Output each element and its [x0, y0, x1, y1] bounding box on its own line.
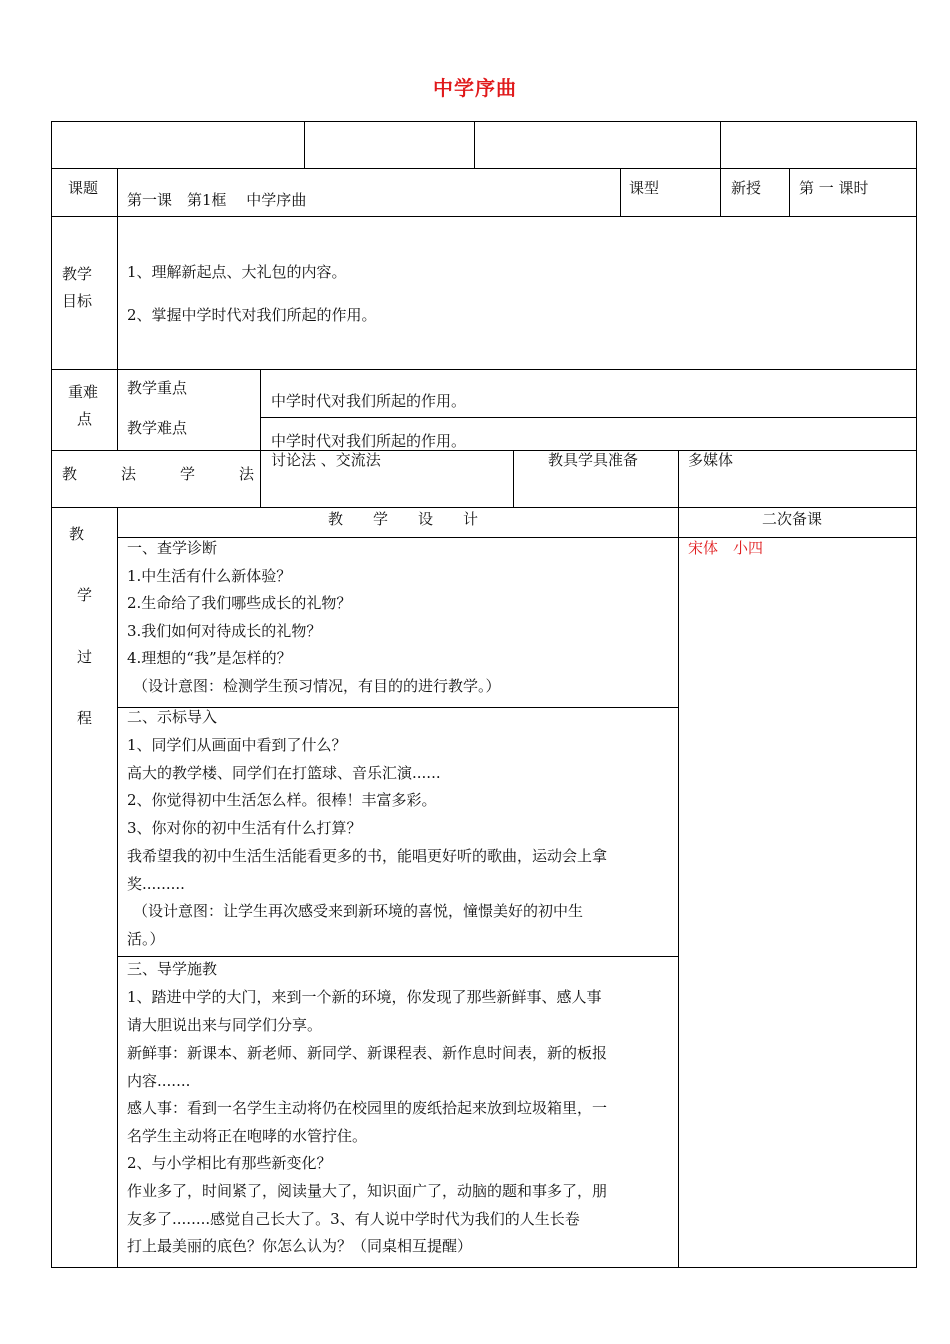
col-divider — [620, 168, 621, 216]
key-points-label-line2: 点 — [77, 410, 93, 428]
col-divider — [474, 121, 475, 168]
lesson-type-label: 课型 — [629, 179, 660, 197]
table-border-bottom — [51, 1267, 917, 1268]
backup-header: 二次备课 — [762, 510, 823, 528]
process-side-char: 教 — [69, 525, 85, 543]
section-line: 1、踏进中学的大门，来到一个新的环境，你发现了那些新鲜事、感人事 — [127, 988, 602, 1006]
section-line: 感人事：看到一名学生主动将仍在校园里的废纸拾起来放到垃圾箱里，一 — [127, 1099, 608, 1117]
table-border-top — [51, 121, 917, 122]
section-line: 1、同学们从画面中看到了什么？ — [127, 736, 347, 754]
focus-label: 教学重点 — [127, 379, 188, 397]
section-line: 名学生主动将正在咆哮的水管拧住。 — [127, 1127, 368, 1145]
process-side-char: 过 — [77, 648, 93, 666]
document-title: 中学序曲 — [433, 76, 517, 100]
objective-item: 1、理解新起点、大礼包的内容。 — [127, 263, 347, 281]
section-line: 4.理想的“我”是怎样的？ — [127, 649, 292, 667]
section-line: 2.生命给了我们哪些成长的礼物？ — [127, 594, 352, 612]
objectives-label-line1: 教学 — [62, 265, 93, 283]
row-divider — [51, 168, 917, 169]
section-title: 二、示标导入 — [127, 708, 218, 726]
methods-label — [62, 464, 254, 484]
col-divider — [720, 121, 721, 216]
col-divider — [117, 168, 118, 369]
section-line: 内容....... — [127, 1072, 191, 1090]
table-border-right — [916, 121, 917, 1268]
row-divider — [260, 417, 917, 418]
row-divider — [51, 216, 917, 217]
design-header: 教 学 设 计 — [328, 510, 479, 528]
section-line: 高大的教学楼、同学们在打篮球、音乐汇演...... — [127, 764, 441, 782]
objectives-label-line2: 目标 — [62, 292, 93, 310]
objective-item: 2、掌握中学时代对我们所起的作用。 — [127, 306, 377, 324]
col-divider — [789, 168, 790, 216]
tools-value: 多媒体 — [688, 451, 734, 469]
row-divider — [51, 369, 917, 370]
row-divider — [117, 537, 917, 538]
section-line: 请大胆说出来与同学们分享。 — [127, 1016, 323, 1034]
section-line: 奖......... — [127, 875, 185, 893]
section-line: 2、你觉得初中生活怎么样。很棒！丰富多彩。 — [127, 791, 437, 809]
col-divider — [678, 507, 679, 1267]
row-divider — [51, 450, 917, 451]
tools-label: 教具学具准备 — [548, 451, 639, 469]
process-side-char: 程 — [77, 709, 93, 727]
col-divider — [304, 121, 305, 168]
difficulty-value: 中学时代对我们所起的作用。 — [271, 432, 467, 450]
section-line: 2、与小学相比有那些新变化？ — [127, 1154, 332, 1172]
col-divider — [678, 450, 679, 507]
focus-value: 中学时代对我们所起的作用。 — [271, 392, 467, 410]
lesson-value: 第一课 第1框 中学序曲 — [127, 191, 307, 209]
col-divider — [260, 369, 261, 507]
lesson-label: 课题 — [68, 179, 99, 197]
lesson-type-value: 新授 — [731, 179, 762, 197]
table-border-left — [51, 121, 52, 1268]
row-divider — [51, 507, 917, 508]
col-divider — [117, 507, 118, 1267]
col-divider — [117, 369, 118, 450]
section-line: 3.我们如何对待成长的礼物？ — [127, 622, 322, 640]
key-points-label-line1: 重难 — [68, 383, 99, 401]
row-divider — [117, 956, 678, 957]
section-title: 三、导学施教 — [127, 960, 218, 978]
process-side-char: 学 — [77, 586, 93, 604]
section-line: 友多了........感觉自己长大了。3、有人说中学时代为我们的人生长卷 — [127, 1210, 580, 1228]
lesson-period: 第 一 课时 — [799, 179, 869, 197]
section-line: 作业多了，时间紧了，阅读量大了，知识面广了，动脑的题和事多了，朋 — [127, 1182, 608, 1200]
methods-label-char: 法 — [238, 465, 254, 483]
methods-value: 讨论法 、交流法 — [271, 451, 381, 469]
section-line: 打上最美丽的底色？你怎么认为？（同桌相互提醒） — [127, 1237, 473, 1255]
section-line: 1.中生活有什么新体验？ — [127, 567, 292, 585]
section-line: （设计意图：检测学生预习情况，有目的的进行教学。） — [133, 677, 501, 695]
col-divider — [513, 450, 514, 507]
section-title: 一、查学诊断 — [127, 539, 218, 557]
section-line: 新鲜事：新课本、新老师、新同学、新课程表、新作息时间表，新的板报 — [127, 1044, 608, 1062]
backup-note: 宋体 小四 — [688, 539, 764, 557]
section-line: 3、你对你的初中生活有什么打算？ — [127, 819, 362, 837]
methods-label-char: 学 — [179, 465, 195, 483]
section-line: 我希望我的初中生活生活能看更多的书，能唱更好听的歌曲，运动会上拿 — [127, 847, 608, 865]
section-line: （设计意图：让学生再次感受来到新环境的喜悦，憧憬美好的初中生 — [133, 902, 584, 920]
difficulty-label: 教学难点 — [127, 419, 188, 437]
methods-label-char: 法 — [120, 465, 136, 483]
methods-label-char: 教 — [62, 465, 78, 483]
section-line: 活。） — [127, 930, 165, 948]
